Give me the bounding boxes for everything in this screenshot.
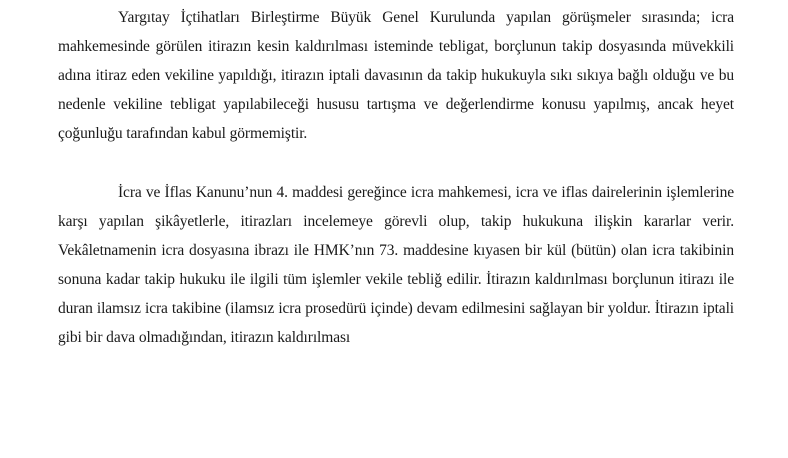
paragraph-1: Yargıtay İçtihatları Birleştirme Büyük Genel Kurulunda yapılan görüşmeler sırasında; icra mahkemesinde görülen itirazın kesin kaldırılması isteminde tebligat, borçlunun takip dosyasında müvekkili adına itiraz eden vekiline yapıldığı, itirazın iptali davasının da takip hukukuyla sıkı sıkıya bağlı olduğu ve bu nedenle vekiline tebligat yapılabileceği hususu tartışma ve değerlendirme konusu yapılmış, ancak heyet çoğunluğu tarafından kabul görmemiştir.: [58, 9, 734, 142]
paragraph-2: İcra ve İflas Kanunu’nun 4. maddesi gereğince icra mahkemesi, icra ve iflas dairelerinin işlemlerine karşı yapılan şikâyetlerle, itirazları incelemeye görevli olup, takip hukukuna ilişkin kararlar verir. Vekâletnamenin icra dosyasına ibrazı ile HMK’nın 73. maddesine kıyasen bir kül (bütün) olan icra takibinin sonuna kadar takip hukuku ile ilgili tüm işlemler vekile tebliğ edilir. İtirazın kaldırılması borçlunun itirazı ile duran ilamsız icra takibine (ilamsız icra prosedürü içinde) devam edilmesini sağlayan bir yoldur. İtirazın iptali gibi bir dava olmadığından, itirazın kaldırılması: [58, 184, 734, 346]
